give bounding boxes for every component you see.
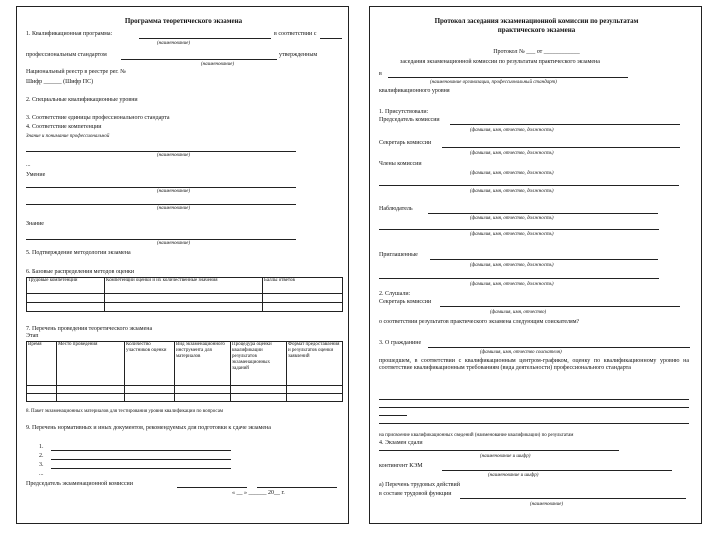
fill-line: [379, 185, 679, 186]
table-header: Трудовые компетенции: [27, 278, 105, 294]
left-row2: профессиональным стандартом: [26, 52, 107, 58]
fill-line: [430, 259, 658, 260]
knowledge-label: Знание: [26, 221, 44, 227]
caption: (фамилия, имя, отчество, должность): [470, 171, 554, 176]
fill-line: [51, 450, 231, 451]
fill-line: [460, 498, 686, 499]
caption: (фамилия, имя, отчество, должность): [470, 189, 554, 194]
protocol-subtitle: заседания экзаменационной комиссии по результатам практического экзамена: [400, 59, 600, 65]
actions-list: а) Перечень трудовых действий: [379, 482, 460, 488]
fill-line: [51, 468, 231, 469]
qualification-level: квалификационного уровня: [379, 88, 450, 94]
fill-line: [121, 59, 277, 60]
right-title-line2: практического экзамена: [497, 26, 576, 34]
caption: (фамилия, имя, отчество, должность): [470, 263, 554, 268]
caption: (наименование организации, профессиональный стандарт): [430, 80, 557, 85]
list-item: 1.: [39, 444, 44, 450]
section-4-sub: Знание и понимание профессиональной: [26, 134, 110, 139]
section-3: 3. Соответствие единицы профессионального стандарта: [26, 115, 170, 121]
fill-line: [139, 38, 271, 39]
observer-label: Наблюдатель: [379, 206, 413, 212]
chair-label: Председатель комиссии: [379, 117, 440, 123]
signature-line: [177, 487, 247, 488]
schedule-table: [26, 341, 343, 402]
left-title: Программа теоретического экзамена: [124, 17, 243, 25]
list-item: ...: [39, 471, 44, 477]
fill-line: [320, 38, 342, 39]
requirement-line: на присвоение квалификационных сведений (наименование квалификации) по результатам: [379, 433, 574, 438]
fill-line: [450, 124, 680, 125]
fill-line: [379, 407, 689, 408]
assessment-table: [26, 277, 343, 312]
fill-line: [442, 147, 680, 148]
section-4: 4. Соответствие компетенции: [26, 124, 102, 130]
section-2-question: о соответствии результатов практического экзамена следующим соискателям?: [379, 319, 580, 325]
section-9: 9. Перечень нормативных и иных документов, рекомендуемых для подготовки к сдаче экзамена: [26, 425, 271, 431]
signature-line: [257, 487, 337, 488]
fill-line: [428, 213, 658, 214]
left-row1b: в соответствии с: [274, 31, 317, 37]
fill-line: [388, 77, 628, 78]
caption: (фамилия, имя, отчество, должность): [470, 232, 554, 237]
right-document-page: [369, 6, 702, 524]
fill-line: [379, 415, 407, 416]
section-6: 6. Базовые распределения методов оценки: [26, 269, 135, 275]
left-row4: Шифр ______ (Шифр ПС): [26, 79, 94, 85]
caption: (фамилия, имя, отчество, должность): [470, 151, 554, 156]
fill-line: [440, 306, 680, 307]
table-header: Баллы ответов: [263, 278, 343, 294]
fill-line: [379, 278, 659, 279]
caption: (наименование): [201, 62, 235, 67]
table-header: Процедура оценки квалификации результатов экзаменационных заданий: [231, 342, 287, 386]
fill-line: [379, 423, 689, 424]
caption: (наименование и шифр): [480, 454, 531, 459]
skill-label: Умение: [26, 172, 46, 178]
table-header: Формат предоставления и результатов оценки заявлений: [287, 342, 343, 386]
caption: (наименование): [530, 502, 564, 507]
caption: (наименование): [157, 206, 191, 211]
secretary-label: Секретарь комиссии: [379, 140, 432, 146]
protocol-number: Протокол № ___ от ____________: [493, 49, 580, 55]
ellipsis: ...: [26, 162, 31, 168]
caption: (фамилия, имя, отчество): [490, 310, 547, 315]
section-2-secretary: Секретарь комиссии: [379, 299, 432, 305]
protocol-in: в: [379, 71, 382, 77]
left-row3: Национальный реестр в реестре рег. №: [26, 69, 126, 75]
caption: (наименование): [157, 241, 191, 246]
section-7: 7. Перечень проведения теоретического экзамена: [26, 326, 153, 332]
caption: (фамилия, имя, отчество соискателя): [480, 350, 562, 355]
kem-label: контингент КЭМ: [379, 463, 423, 469]
section-1: 1. Присутствовали:: [379, 109, 429, 115]
fill-line: [379, 450, 619, 451]
fill-line: [379, 399, 689, 400]
invited-label: Приглашенные: [379, 252, 418, 258]
caption: (наименование): [157, 153, 191, 158]
section-5: 5. Подтверждение методологии экзамена: [26, 250, 131, 256]
left-row2b: утвержденным: [279, 52, 318, 58]
table-header: Место проведения: [57, 342, 125, 386]
section-8: 8. Пакет экзаменационных материалов для тестирования уровня квалификации по вопросам: [26, 409, 224, 414]
section-3-body: прошедшем, в соответствии с квалификационным центром-графиком, оценку по квалификационному уровню на соответствие квалификационным требованиям (вида деятельности) профессионального стандарта: [379, 358, 689, 371]
caption: (фамилия, имя, отчество, должность): [470, 216, 554, 221]
footer-date: « __ » ______ 20__ г.: [232, 490, 285, 496]
right-title-line1: Протокол заседания экзаменационной комиссии по результатам: [434, 17, 639, 25]
fill-line: [428, 347, 690, 348]
list-item: 3.: [39, 462, 44, 468]
fill-line: [51, 459, 231, 460]
caption: (фамилия, имя, отчество, должность): [470, 128, 554, 133]
members-label: Члены комиссии: [379, 161, 422, 167]
table-header: Количество участников оценки: [125, 342, 175, 386]
left-row1: 1. Квалификационная программа:: [26, 31, 113, 37]
list-item: 2.: [39, 453, 44, 459]
function-label: в составе трудовой функции: [379, 491, 452, 497]
caption: (наименование): [157, 189, 191, 194]
caption: (наименование и шифр): [488, 473, 539, 478]
caption: (наименование): [157, 41, 191, 46]
section-2: 2. Специальные квалификационные уровни: [26, 97, 138, 103]
section-4: 4. Экзамен сдали: [379, 440, 423, 446]
table-header: Время: [27, 342, 57, 386]
left-document-page: [16, 6, 349, 524]
section-3: 3. О гражданине: [379, 340, 422, 346]
table-header: Вид экзаменационного инструмента для материалов: [175, 342, 231, 386]
fill-line: [379, 229, 659, 230]
section-7-stage: Этап: [26, 333, 39, 339]
table-header: Компетенции оценки и их количественные значения: [105, 278, 263, 294]
footer-chair: Председатель экзаменационной комиссии: [26, 481, 133, 487]
fill-line: [442, 470, 672, 471]
section-2: 2. Слушали:: [379, 291, 411, 297]
caption: (фамилия, имя, отчество, должность): [470, 282, 554, 287]
